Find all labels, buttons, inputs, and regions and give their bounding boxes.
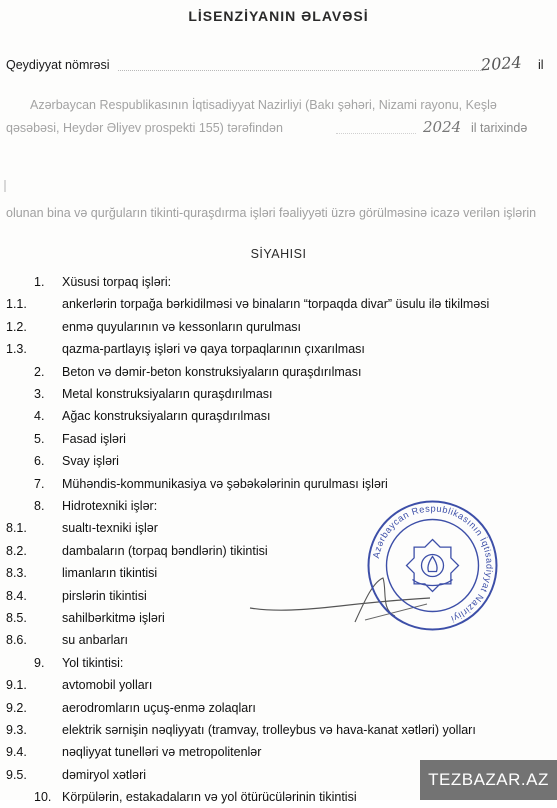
list-item-text: elektrik sərnişin nəqliyyatı (tramvay, trolleybus və hava-kanat xətləri) yolları (62, 723, 476, 737)
list-item-text: Hidrotexniki işlər: (62, 499, 158, 513)
site-watermark: TEZBAZAR.AZ (420, 760, 557, 800)
list-item-number: 1.2. (6, 319, 27, 334)
list-item-number: 9.2. (6, 700, 27, 715)
list-item-text: avtomobil yolları (62, 678, 153, 693)
intro-blank-line (336, 133, 416, 134)
list-item-number: 2. (34, 364, 45, 379)
list-item-number: 9.4. (6, 745, 27, 760)
list-item-text: Fasad işləri (62, 431, 126, 446)
list-item-text: Xüsusi torpaq işləri: (62, 275, 172, 289)
list-title: SİYAHISI (250, 247, 307, 261)
list-item-number: 8. (34, 499, 45, 513)
list-item-text: Körpülərin, estakadaların və yol ötürücülərinin tikintisi (62, 790, 357, 805)
list-item-number: 9. (34, 655, 45, 670)
list-item-text: enmə quyularının və kessonların qurulması (62, 319, 302, 334)
emblem-icon (407, 540, 459, 592)
list-item-text: Mühəndis-kommunikasiya və şəbəkələrinin qurulması işləri (62, 476, 388, 491)
list-item-number: 9.1. (6, 678, 27, 693)
list-item-number: 5. (34, 431, 45, 446)
list-item-text: sahilbərkitmə işləri (62, 611, 165, 625)
stamp-ring-text: Azərbaycan Respublikasının İqtisadiyyat Nazirliyi (370, 503, 495, 625)
list-item-number: 6. (34, 454, 45, 469)
list-item-text: ankerlərin torpağa bərkidilməsi və binaların “torpaqda divar” üsulu ilə tikilməsi (62, 297, 490, 312)
list-item-text: nəqliyyat tunelləri və metropolitenlər (62, 745, 262, 760)
list-item-number: 10. (34, 790, 52, 805)
faded-mark (4, 180, 6, 192)
list-item-text: qazma-partlayış işləri və qaya torpaqlarının çıxarılması (62, 342, 365, 357)
intro-line-2-end: il tarixində (471, 121, 528, 135)
list-item-number: 9.3. (6, 723, 27, 737)
list-item-text: sualtı-texniki işlər (62, 521, 158, 536)
list-item-number: 8.4. (6, 588, 27, 603)
list-item-number: 9.5. (6, 767, 27, 782)
intro-line-2-start: qəsəbəsi, Heydər Əliyev prospekti 155) tərəfindən (6, 121, 283, 135)
document-title: LİSENZİYANIN ƏLAVƏSİ (188, 8, 369, 24)
ministry-stamp (365, 498, 500, 633)
registration-suffix: il (538, 58, 544, 72)
intro-line-3: olunan bina və qurğuların tikinti-quraşdırma işləri fəaliyyəti üzrə görülməsinə icazə verilən işlərin (6, 206, 537, 220)
list-item-text: Ağac konstruksiyaların quraşdırılması (62, 409, 271, 424)
list-item-number: 8.6. (6, 633, 27, 648)
list-item-text: Beton və dəmir-beton konstruksiyaların quraşdırılması (62, 364, 362, 379)
list-item-number: 1.1. (6, 297, 27, 312)
list-item-text: su anbarları (62, 633, 129, 648)
intro-date-year: 2024 (423, 118, 462, 136)
list-item-number: 7. (34, 476, 45, 491)
list-item-number: 8.2. (6, 543, 27, 558)
list-item-text: pirslərin tikintisi (62, 588, 147, 603)
list-item-number: 8.5. (6, 611, 27, 625)
list-item-text: aerodromların uçuş-enmə zolaqları (62, 700, 256, 715)
svg-text:Azərbaycan Respublikasının İqt (371, 503, 495, 624)
list-item-number: 1.3. (6, 342, 27, 357)
list-item-text: Metal konstruksiyaların quraşdırılması (62, 387, 273, 401)
list-item-number: 8.3. (6, 566, 27, 581)
list-item-text: Svay işləri (62, 454, 119, 469)
registration-label: Qeydiyyat nömrəsi (6, 58, 110, 72)
registration-year: 2024 (480, 52, 523, 75)
list-item-number: 3. (34, 387, 45, 401)
list-item-number: 4. (34, 409, 45, 424)
list-item-number: 1. (34, 275, 45, 289)
list-item-text: limanların tikintisi (62, 566, 158, 581)
intro-line-1: Azərbaycan Respublikasının İqtisadiyyat Nazirliyi (Bakı şəhəri, Nizami rayonu, Keşlə (30, 98, 497, 112)
registration-blank-line (118, 70, 483, 71)
list-item-text: Yol tikintisi: (62, 655, 124, 670)
list-item-text: dambaların (torpaq bəndlərin) tikintisi (62, 543, 268, 558)
list-item-text: dəmiryol xətləri (62, 767, 147, 782)
list-item-number: 8.1. (6, 521, 27, 536)
